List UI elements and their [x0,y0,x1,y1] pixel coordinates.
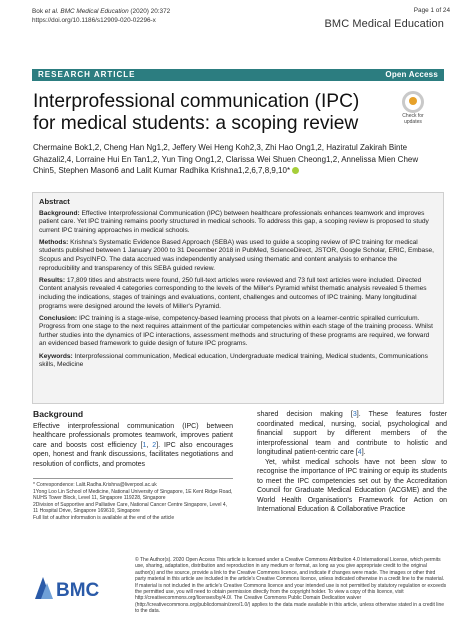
keywords-label: Keywords: [39,352,73,360]
abstract-results [39,277,437,311]
affiliation-2: 2Division of Supportive and Palliative Care, National Cancer Centre Singapore, Level 4, 11 Hospital Drive, Singapore 169610, Singapore [33,501,227,514]
ref-link-4[interactable]: 4 [357,449,362,456]
article-title: Interprofessional communication (IPC) for medical students: a scoping review [33,91,360,134]
abstract-box [32,192,444,404]
license-text: © The Author(s). 2020 Open Access This article is licensed under a Creative Commons Attribution 4.0 International License, which permits use, sharing, adaptation, distribution and reproduction in any medium or format, as long as you give appropriate credit to the original author(s) and the source, provide a link to the Creative Commons licence, and indicate if changes were made. The images or other third party material in this article are included in the article's Creative Commons licence, unless indicated otherwise in a credit line to the material. If material is not included in the article's Creative Commons licence and your intended use is not permitted by statutory regulation or exceeds the permitted use, you will need to obtain permission directly from the copyright holder. To view a copy of this licence, visit http://creativecommons.org/licenses/by/4.0/. The Creative Commons Public Domain Dedication waiver (http://creativecommons.org/publicdomain/zero/1.0/) applies to the data made available in this article, unless otherwise stated in a credit line to the data. [135,557,447,615]
orcid-icon[interactable] [292,167,299,174]
badge-line-1: Check for [402,113,424,119]
background-label: Background: [39,209,80,217]
journal-name: BMC Medical Education [324,18,444,30]
background-text: Effective Interprofessional Communication (IPC) between healthcare professionals enhances teamwork and improves patient care. Yet IPC training remains poorly structured in medical schools. To address this gap, a scoping review is proposed to study current IPC training approaches in medical schools. [39,209,429,234]
abstract-conclusion [39,315,437,349]
banner-open-access: Open Access [385,70,438,79]
results-text: 17,809 titles and abstracts were found, 250 full-text articles were reviewed and 73 full text articles were included. Directed Content analysis revealed 4 categories corresponding to the levels of the Miller's Pyramid whilst thematic analysis revealed 5 themes including the indications, stages of trainings and evaluations, content, challenges and outcomes of IPC training. Many longitudinal programs were designed around the levels of Miller's Pyramid. [39,276,427,310]
background-heading: Background [33,409,84,419]
right-text-b: ]. These features foster coordinated medical, nursing, social, psychological and financial support by different members of the interprofessional team and contribute to holistic and longitudinal patient-centric care [ [257,411,448,456]
page-number: Page 1 of 24 [413,7,450,14]
correspondence-note[interactable]: * Correspondence: Lalit.Radha.Krishna@liverpool.ac.uk [33,482,157,488]
results-label: Results: [39,276,66,284]
doi-link[interactable]: https://doi.org/10.1186/s12909-020-02296-x [32,17,156,24]
abstract-methods [39,239,437,273]
ref-link-3[interactable]: 3 [352,411,357,418]
conclusion-text: IPC training is a stage-wise, competency-based learning process that pivots on a learner-centric spiralled curriculum. Progress from one stage to the next requires attainment of the particular competencies within each stage of the training process. Whilst further studies into the dynamics of IPC interactions, assessment methods and structuring of these programs are required, we forward an evidenced based framework to guide design of future IPC programs. [39,314,433,348]
bmc-logo [33,575,113,601]
footnotes [33,478,233,521]
citation-header [32,7,170,25]
badge-line-2: updates [404,119,422,125]
background-text-c: ]. IPC also encourages open, honest and frank discussions, facilitates negotiations and resolution of conflicts, and promotes [33,441,233,468]
ref-link-1[interactable]: 1 [142,441,147,449]
abstract-heading: Abstract [39,197,70,206]
bmc-logo-mark [35,577,53,599]
bmc-logo-text: BMC [56,580,100,601]
right-text-a: shared decision making [ [257,411,353,418]
methods-text: Krishna's Systematic Evidence Based Approach (SEBA) was used to guide a scoping review of IPC training for medical students published between 1 January 2000 to 31 December 2018 in PubMed, ScienceDirect, JSTOR, Google Scholar, ERIC, Embase, Scopus and PsycINFO. The data accrued was independently analysed using thematic and content analysis to enhance the reproducibility and transparency of this SEBA guided review. [39,238,434,272]
check-for-updates-badge[interactable] [395,91,431,129]
background-text-a: Effective interprofessional communication (IPC) between healthcare professionals promotes teamwork, improves patient care and boosts cost efficiency [ [33,422,233,449]
background-text-b: , [146,441,153,449]
conclusion-label: Conclusion: [39,314,78,322]
abstract-keywords [39,353,437,370]
background-section [33,410,233,469]
citation-author: Bok [32,8,44,15]
authors-text: Chermaine Bok1,2, Cheng Han Ng1,2, Jeffery Wei Heng Koh2,3, Zhi Hao Ong1,2, Haziratul Zakirah Binte Ghazali2,4, Lorraine Hui En Tan1,2, Yun Ting Ong1,2, Clarissa Wei Shuen Cheong1,2, Annelissa Mien Chew Chin5, Stephen Mason6 and Lalit Kumar Radhika Krishna1,2,6,7,8,9,10* [33,143,419,175]
methods-label: Methods: [39,238,69,246]
affiliation-1: 1Yong Loo Lin School of Medicine, National University of Singapore, 1E Kent Ridge Road, NUHS Tower Block, Level 11, Singapore 119228, Singapore [33,488,233,501]
keywords-text: Interprofessional communication, Medical education, Undergraduate medical training, Medical students, Communications skills, Medicine [39,352,428,369]
right-paragraph-1 [257,410,447,458]
right-paragraph-2: Yet, whilst medical schools have not been slow to recognise the importance of IPC training or equip its students to meet the IPC competencies set out by the Accreditation Council for Graduate Medical Education (ACGME) and the World Health Organisation's Framework for Action on International Education & Collaborative Practice [257,458,447,513]
citation-year: (2020) 20:372 [130,8,171,15]
ref-link-2[interactable]: 2 [152,441,157,449]
article-type-banner [32,69,444,81]
citation-journal: et al. BMC Medical Education [44,8,129,15]
abstract-background [39,210,437,236]
banner-research-article: RESEARCH ARTICLE [38,70,136,79]
crossmark-icon [402,91,424,113]
right-text-c: ]. [361,449,366,456]
author-info-note: Full list of author information is available at the end of the article [33,514,175,521]
author-list [33,142,443,177]
right-column-text [257,410,447,515]
background-paragraph [33,422,233,470]
